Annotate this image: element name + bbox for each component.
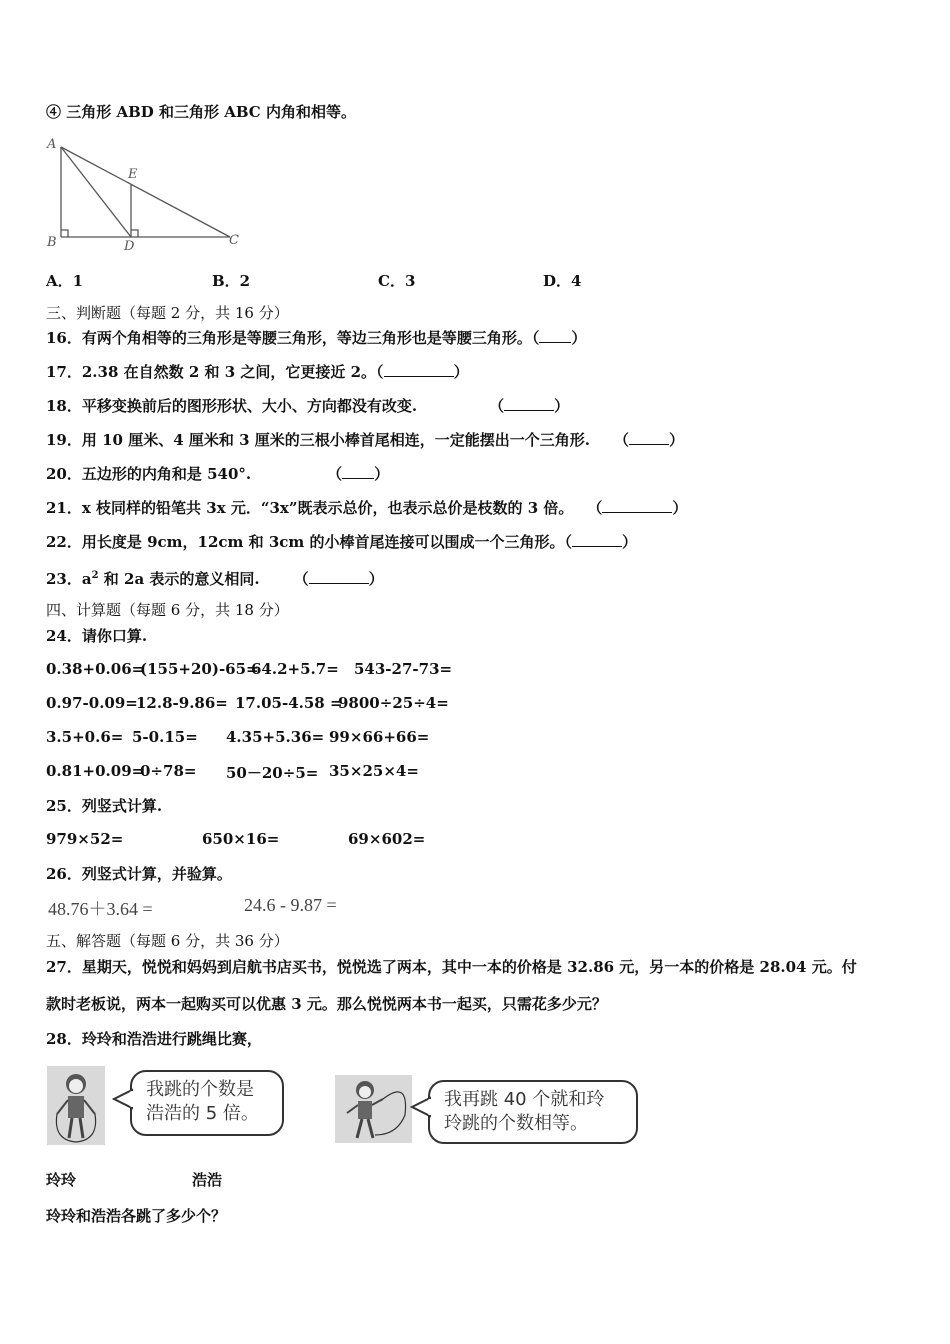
q23-text: 23．a	[46, 570, 92, 588]
q26-formula-1: 48.76＋3.64 =	[48, 899, 153, 919]
q23-blank[interactable]	[309, 569, 369, 584]
mental-item: 64.2+5.7=	[251, 660, 339, 678]
q19-close: ）	[668, 431, 684, 449]
question-22	[46, 532, 637, 552]
q17-close: ）	[453, 363, 469, 381]
girl-picture	[47, 1066, 105, 1145]
question-17	[46, 362, 469, 382]
q16-blank[interactable]	[539, 328, 571, 343]
question-20: 20．五边形的内角和是 540°. （ ）	[46, 465, 390, 483]
mental-item: 99×66+66=	[329, 728, 430, 746]
mental-item: 12.8-9.86=	[136, 694, 228, 712]
speech-bubble-girl	[130, 1070, 284, 1136]
question-18: 18．平移变换前后的图形形状、大小、方向都没有改变. （ ）	[46, 397, 570, 415]
bubble-tail-girl	[112, 1088, 134, 1110]
label-e: E	[128, 167, 138, 182]
mental-item: 17.05-4.58 =	[235, 694, 343, 712]
mental-item: 50－20÷5=	[226, 764, 319, 782]
q16-text: 16．有两个角相等的三角形是等腰三角形，等边三角形也是等腰三角形。（	[46, 329, 540, 347]
label-d: D	[124, 239, 135, 254]
q15-item4: ④ 三角形 ABD 和三角形 ABC 内角和相等。	[46, 103, 356, 121]
question-28: 28．玲玲和浩浩进行跳绳比赛，	[46, 1030, 262, 1048]
q20-close: ）	[374, 465, 390, 483]
question-27-line2: 款时老板说，两本一起购买可以优惠 3 元。那么悦悦两本书一起买，只需花多少元？	[46, 995, 607, 1013]
question-28-ask: 玲玲和浩浩各跳了多少个？	[46, 1207, 227, 1225]
section-3-heading: 三、判断题（每题 2 分，共 16 分）	[46, 304, 289, 322]
q23-rest: 和 2a 表示的意义相同.	[98, 570, 260, 588]
girl-icon	[47, 1066, 105, 1145]
question-27-line1: 27．星期天，悦悦和妈妈到启航书店买书，悦悦选了两本，其中一本的价格是 32.86 元，另一本的价格是 28.04 元。付	[46, 958, 857, 976]
q23-close: ）	[368, 570, 384, 588]
question-23: 23．$a^2$ 和 2a 表示的意义相同. （ ）	[46, 570, 384, 588]
speech-bubble-boy	[428, 1080, 638, 1144]
mental-item: 3.5+0.6=	[46, 728, 124, 746]
vertical-item: 650×16=	[202, 830, 280, 848]
option-c: C．3	[378, 272, 416, 290]
mental-item: 0.97-0.09=	[46, 694, 138, 712]
q16-close: ）	[571, 329, 587, 347]
vertical-item: 69×602=	[348, 830, 426, 848]
bubble1-line2: 浩浩的 5 倍。	[146, 1103, 259, 1124]
option-d: D．4	[543, 272, 582, 290]
q23-sup: 2	[91, 570, 99, 581]
q18-text: 18．平移变换前后的图形形状、大小、方向都没有改变.	[46, 397, 418, 415]
bubble-tail-boy	[410, 1096, 432, 1118]
mental-item: 0.38+0.06=	[46, 660, 145, 678]
mental-item: 9800÷25÷4=	[338, 694, 449, 712]
bubble2-line1: 我再跳 40 个就和玲	[444, 1089, 605, 1110]
name-haohao: 浩浩	[192, 1171, 223, 1189]
option-a: A．1	[46, 272, 84, 290]
mental-item: 35×25×4=	[329, 762, 419, 780]
option-b: B．2	[212, 272, 251, 290]
label-b: B	[47, 235, 57, 250]
q17-text: 17．2.38 在自然数 2 和 3 之间，它更接近 2。（	[46, 363, 384, 381]
bubble2-line2: 玲跳的个数相等。	[444, 1113, 588, 1134]
question-21: 21．x 枝同样的铅笔共 3x 元．“3x”既表示总价，也表示总价是枝数的 3 倍。 （ ）	[46, 499, 688, 517]
question-26: 26．列竖式计算，并验算。	[46, 865, 232, 883]
q18-close: ）	[554, 397, 570, 415]
name-lingling: 玲玲	[46, 1171, 77, 1189]
q21-close: ）	[672, 499, 688, 517]
question-16	[46, 328, 586, 348]
question-25: 25．列竖式计算.	[46, 797, 163, 815]
q17-blank[interactable]	[384, 362, 454, 377]
q20-text: 20．五边形的内角和是 540°.	[46, 465, 252, 483]
mental-item: 543-27-73=	[354, 660, 453, 678]
q21-blank[interactable]	[602, 498, 672, 513]
section-5-heading: 五、解答题（每题 6 分，共 36 分）	[46, 932, 289, 950]
mental-item: (155+20)-65=	[140, 660, 259, 678]
q26-formula-2: 24.6 - 9.87 =	[244, 895, 337, 915]
question-19: 19．用 10 厘米、4 厘米和 3 厘米的三根小棒首尾相连，一定能摆出一个三角形. （ ）	[46, 431, 684, 449]
boy-icon	[335, 1075, 412, 1143]
question-24: 24．请你口算.	[46, 627, 148, 645]
q18-blank[interactable]	[504, 396, 554, 411]
bubble1-line1: 我跳的个数是	[146, 1079, 254, 1100]
q21-text: 21．x 枝同样的铅笔共 3x 元．“3x”既表示总价，也表示总价是枝数的 3 倍。	[46, 499, 574, 517]
q19-text: 19．用 10 厘米、4 厘米和 3 厘米的三根小棒首尾相连，一定能摆出一个三角形.	[46, 431, 590, 449]
label-c: C	[229, 233, 239, 248]
mental-item: 0.81+0.09=	[46, 762, 145, 780]
label-a: A	[47, 137, 57, 152]
mental-item: 4.35+5.36=	[226, 728, 325, 746]
section-4-heading: 四、计算题（每题 6 分，共 18 分）	[46, 601, 289, 619]
q22-text: 22．用长度是 9cm，12cm 和 3cm 的小棒首尾连接可以围成一个三角形。（	[46, 533, 573, 551]
mental-item: 5-0.15=	[132, 728, 198, 746]
triangle-figure	[44, 134, 244, 254]
q22-blank[interactable]	[572, 532, 622, 547]
q19-blank[interactable]	[629, 430, 669, 445]
q22-close: ）	[622, 533, 638, 551]
q20-blank[interactable]	[342, 464, 374, 479]
boy-picture	[335, 1075, 412, 1143]
mental-item: 0÷78=	[140, 762, 197, 780]
vertical-item: 979×52=	[46, 830, 124, 848]
